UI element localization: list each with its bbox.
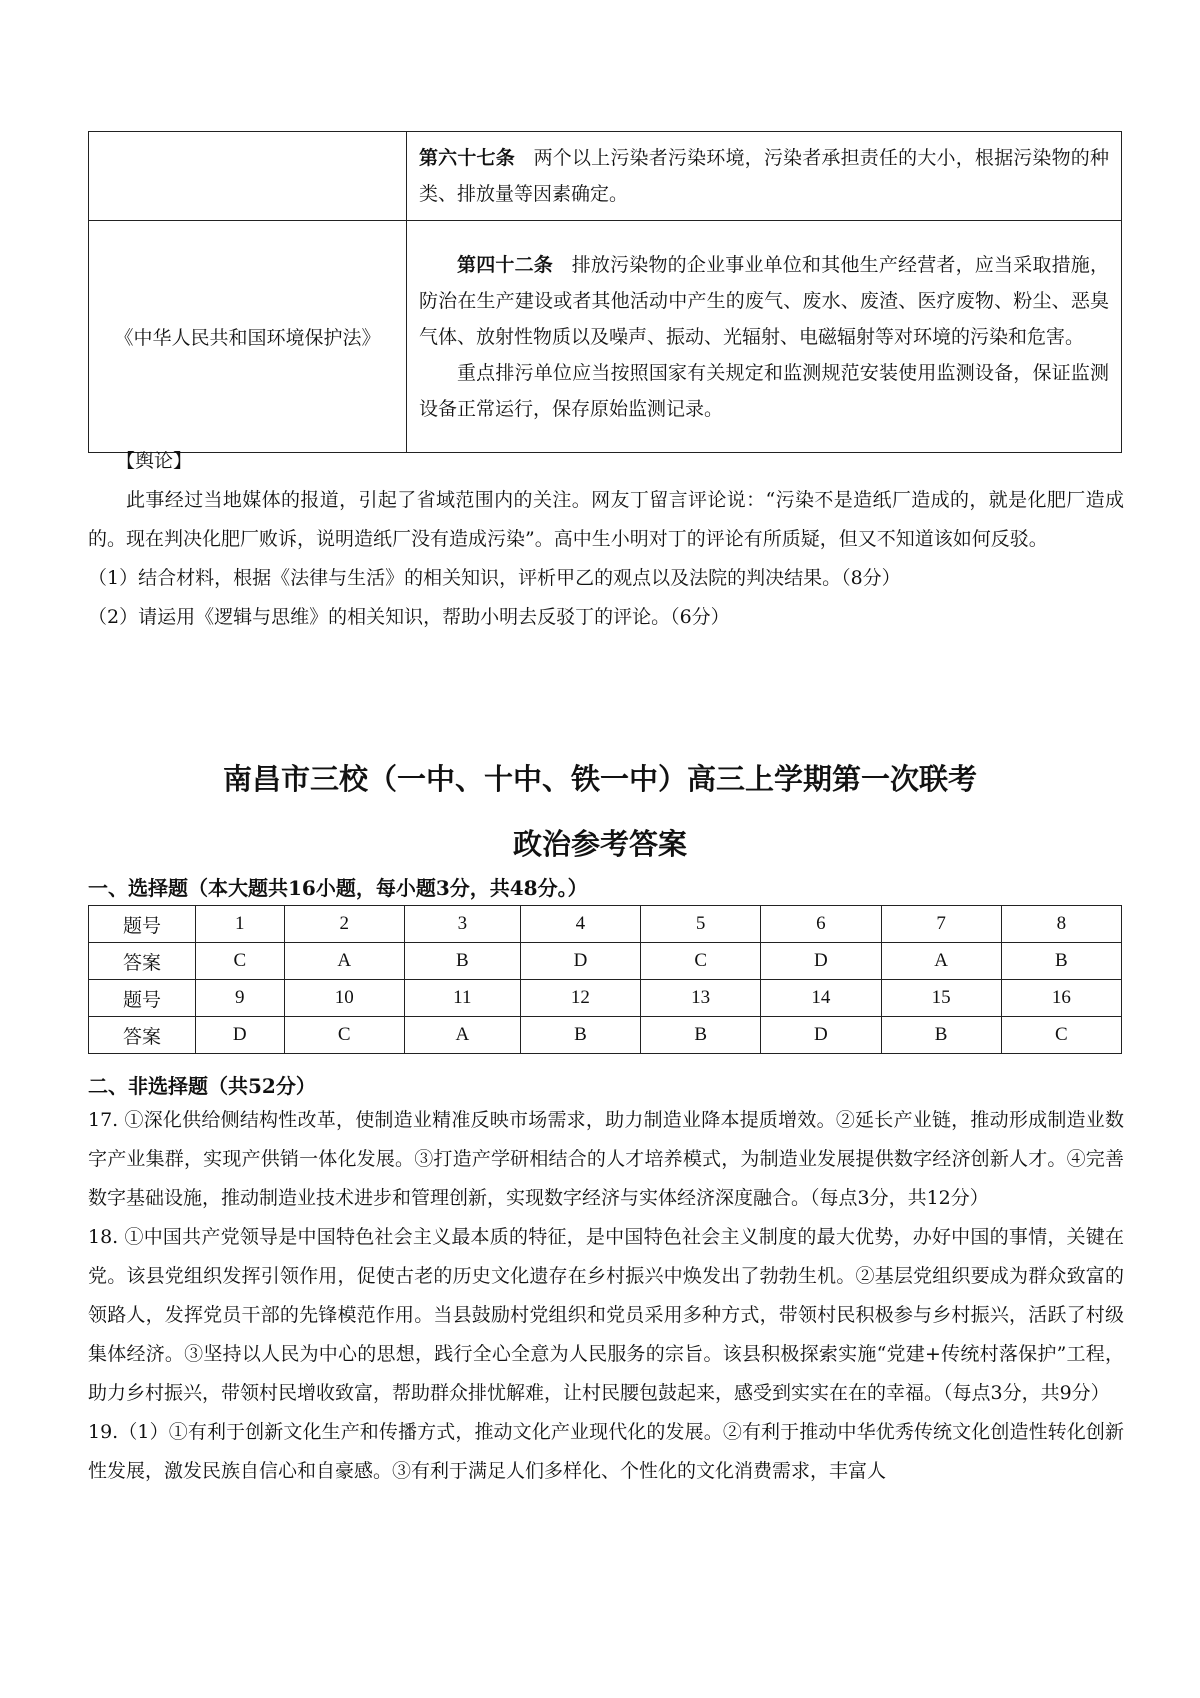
article-label: 第四十二条 [457, 253, 553, 276]
table-cell: 6 [761, 906, 881, 943]
table-cell: 3 [404, 906, 520, 943]
table-cell: 5 [641, 906, 761, 943]
table-row [89, 943, 1122, 980]
row-label: 题号 [89, 980, 196, 1017]
table-cell: 11 [404, 980, 520, 1017]
table-cell: A [881, 943, 1001, 980]
table-cell: 13 [641, 980, 761, 1017]
table-cell: A [404, 1017, 520, 1054]
section-heading: 二、非选择题（共52分） [88, 1074, 316, 1098]
question-1: （1）结合材料，根据《法律与生活》的相关知识，评析甲乙的观点以及法院的判决结果。（8分） [88, 567, 901, 589]
opinion-section [88, 442, 1124, 637]
table-row [89, 980, 1122, 1017]
article-label: 第六十七条 [419, 147, 515, 169]
table-row [89, 221, 1122, 453]
table-cell: 4 [520, 906, 640, 943]
table-cell: 9 [196, 980, 285, 1017]
section-heading: 一、选择题（本大题共16小题，每小题3分，共48分。） [88, 876, 588, 900]
table-cell: A [284, 943, 404, 980]
table-cell: D [761, 1017, 881, 1054]
table-cell: B [1001, 943, 1121, 980]
open-answers [88, 1101, 1124, 1491]
table-cell: B [404, 943, 520, 980]
table-cell: 12 [520, 980, 640, 1017]
row-label: 答案 [89, 943, 196, 980]
article-text: 两个以上污染者污染环境，污染者承担责任的大小，根据污染物的种类、排放量等因素确定。 [419, 147, 1109, 205]
opinion-body: 此事经过当地媒体的报道，引起了省域范围内的关注。网友丁留言评论说：“污染不是造纸厂造成的，就是化肥厂造成的。现在判决化肥厂败诉，说明造纸厂没有造成污染”。高中生小明对丁的评论有所质疑，但又不知道该如何反驳。 [88, 489, 1124, 550]
table-cell: B [641, 1017, 761, 1054]
table-cell: B [881, 1017, 1001, 1054]
table-cell: 16 [1001, 980, 1121, 1017]
table-row [89, 906, 1122, 943]
law-articles-table [88, 131, 1122, 453]
table-cell: D [196, 1017, 285, 1054]
table-cell: C [641, 943, 761, 980]
table-cell: 14 [761, 980, 881, 1017]
table-row [89, 132, 1122, 221]
table-cell: 7 [881, 906, 1001, 943]
article-text: 排放污染物的企业事业单位和其他生产经营者，应当采取措施，防治在生产建设或者其他活动中产生的废气、废水、废渣、医疗废物、粉尘、恶臭气体、放射性物质以及噪声、振动、光辐射、电磁辐射等对环境的污染和危害。 [419, 253, 1109, 348]
opinion-heading: 【舆论】 [116, 450, 193, 472]
page-subtitle: 政治参考答案 [512, 827, 687, 861]
question-2: （2）请运用《逻辑与思维》的相关知识，帮助小明去反驳丁的评论。（6分） [88, 606, 730, 628]
table-row [89, 1017, 1122, 1054]
table-cell: D [520, 943, 640, 980]
row-label: 题号 [89, 906, 196, 943]
answer-19: 19.（1）①有利于创新文化生产和传播方式，推动文化产业现代化的发展。②有利于推动中华优秀传统文化创造性转化创新性发展，激发民族自信心和自豪感。③有利于满足人们多样化、个性化的文化消费需求，丰富人 [88, 1421, 1124, 1482]
table-cell: B [520, 1017, 640, 1054]
law-source-cell: 《中华人民共和国环境保护法》 [89, 221, 407, 453]
page-title: 南昌市三校（一中、十中、铁一中）高三上学期第一次联考 [222, 762, 977, 796]
table-cell: D [761, 943, 881, 980]
table-cell: 1 [196, 906, 285, 943]
table-cell: 10 [284, 980, 404, 1017]
table-cell: 8 [1001, 906, 1121, 943]
table-cell: 15 [881, 980, 1001, 1017]
table-cell: 2 [284, 906, 404, 943]
law-source-cell [89, 132, 407, 221]
row-label: 答案 [89, 1017, 196, 1054]
table-cell: C [284, 1017, 404, 1054]
answer-17: 17. ①深化供给侧结构性改革，使制造业精准反映市场需求，助力制造业降本提质增效。②延长产业链，推动形成制造业数字产业集群，实现产供销一体化发展。③打造产学研相结合的人才培养模式，为制造业发展提供数字经济创新人才。④完善数字基础设施，推动制造业技术进步和管理创新，实现数字经济与实体经济深度融合。（每点3分，共12分） [88, 1109, 1124, 1209]
table-cell: C [1001, 1017, 1121, 1054]
answer-table [88, 905, 1122, 1054]
article-paragraph: 重点排污单位应当按照国家有关规定和监测规范安装使用监测设备，保证监测设备正常运行，保存原始监测记录。 [419, 361, 1109, 420]
law-article-cell [407, 132, 1122, 221]
answer-18: 18. ①中国共产党领导是中国特色社会主义最本质的特征，是中国特色社会主义制度的最大优势，办好中国的事情，关键在党。该县党组织发挥引领作用，促使古老的历史文化遗存在乡村振兴中焕发出了勃勃生机。②基层党组织要成为群众致富的领路人，发挥党员干部的先锋模范作用。当县鼓励村党组织和党员采用多种方式，带领村民积极参与乡村振兴，活跃了村级集体经济。③坚持以人民为中心的思想，践行全心全意为人民服务的宗旨。该县积极探索实施“党建+传统村落保护”工程，助力乡村振兴，带领村民增收致富，帮助群众排忧解难，让村民腰包鼓起来，感受到实实在在的幸福。（每点3分，共9分） [88, 1226, 1124, 1404]
law-article-cell [407, 221, 1122, 453]
table-cell: C [196, 943, 285, 980]
